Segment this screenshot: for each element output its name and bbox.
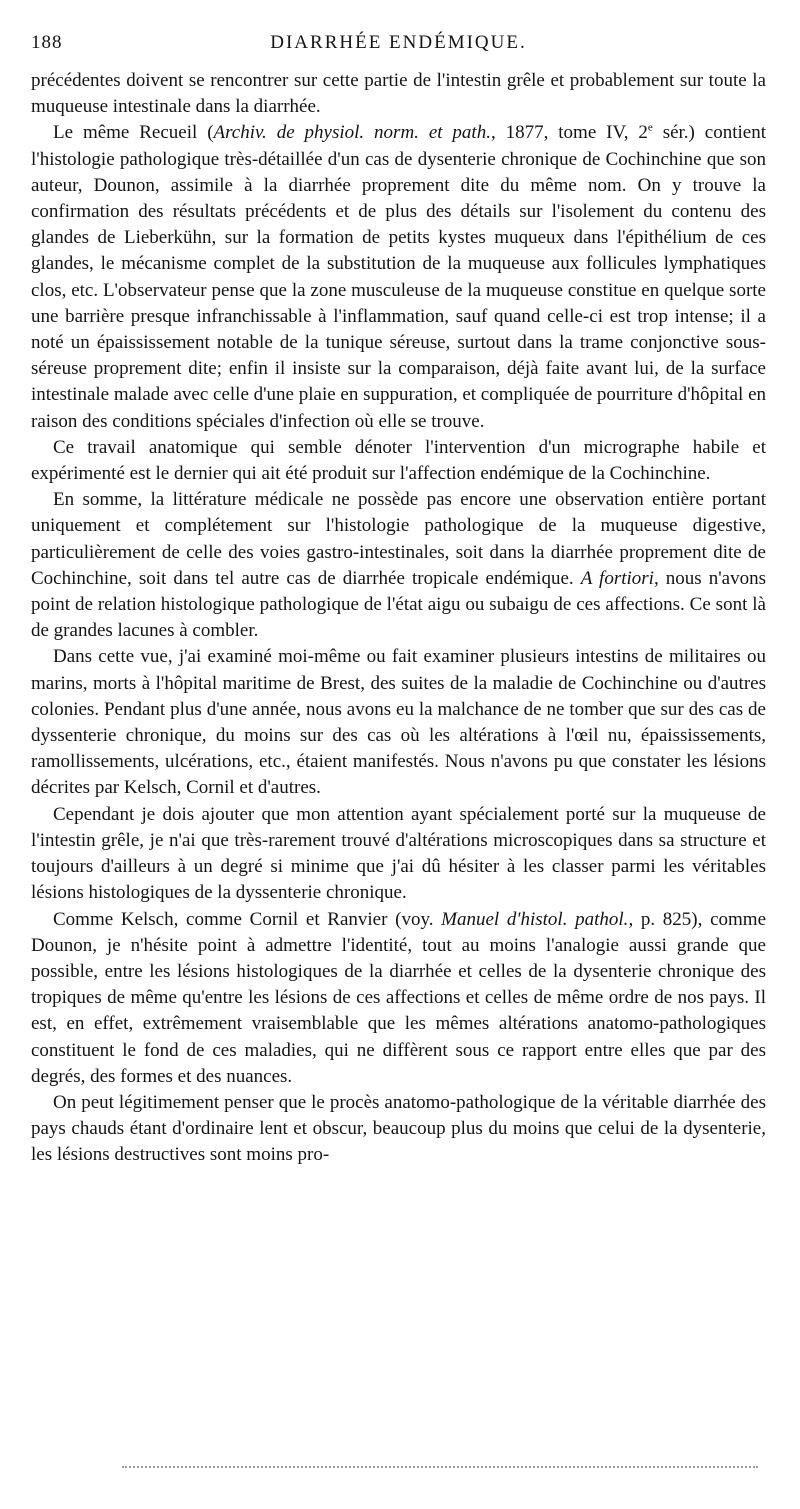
paragraph-recueil-rest: sér.) contient l'histologie pathologique très-détaillée d'un cas de dysenterie chronique de Cochinchine que son auteur, Dounon, assimile à la diarrhée proprement dite du même nom. On y trouve la confirmation des résultats précédents et de plus des détails sur l'isolement du contenu des glandes de Lieberkühn, sur la formation de petits kystes muqueux dans l'épithélium de ces glandes, le mécanisme complet de la substitution de la muqueuse aux follicules lymphatiques clos, etc. L'observateur pense que la zone musculeuse de la muqueuse constitue en quelque sorte une barrière presque infranchissable à l'inflammation, sauf quand celle-ci est trop intense; il a noté un épaississement notable de la tunique séreuse, surtout dans la trame conjonctive sous-séreuse proprement dite; enfin il insiste sur la comparaison, déjà faite avant lui, de la surface intestinale malade avec celle d'une plaie en suppuration, et compliquée de pourriture d'hôpital en raison des conditions spéciales d'infection où elle se trouve. xyxy=(31,122,766,432)
paragraph-recueil xyxy=(31,120,766,434)
paragraph-en-somme-rest: , nous n'avons point de relation histologique pathologique de l'état aigu ou subaigu de ces affections. Ce sont là de grandes lacunes à combler. xyxy=(31,567,766,642)
manual-citation: Manuel d'histol. pathol. xyxy=(441,908,629,930)
book-page xyxy=(31,28,766,1169)
paragraph-en-somme-lead: En somme, la littérature médicale ne possède pas encore une observation entière portant uniquement et complétement sur l'histologie pathologique de la muqueuse digestive, particulièrement de celle des voies gastro-intestinales, soit dans la diarrhée proprement dite de Cochinchine, soit dans tel autre cas de diarrhée tropicale endémique. xyxy=(31,489,766,589)
paragraph-continuation: précédentes doivent se rencontrer sur cette partie de l'intestin grêle et probablement sur toute la muqueuse intestinale dans la diarrhée. xyxy=(31,70,766,118)
a-fortiori: A fortiori xyxy=(580,567,654,589)
body-text xyxy=(31,68,766,1169)
running-head xyxy=(31,28,766,62)
paragraph-en-somme xyxy=(31,487,766,644)
citation-year-volume: , 1877, tome IV, 2 xyxy=(490,122,648,144)
running-title: DIARRHÉE ENDÉMIQUE. xyxy=(270,32,527,53)
paragraph-recueil-lead: Le même Recueil ( xyxy=(53,122,214,144)
paragraph-comme-kelsch xyxy=(31,907,766,1090)
paragraph-on-peut: On peut légitimement penser que le procès anatomo-pathologique de la véritable diarrhée des pays chauds étant d'ordinaire lent et obscur, beaucoup plus du moins que celui de la dysenterie, les lésions destructives sont moins pro- xyxy=(31,1091,766,1166)
paragraph-comme-kelsch-lead: Comme Kelsch, comme Cornil et Ranvier (voy. xyxy=(53,908,442,930)
paragraph-cependant: Cependant je dois ajouter que mon attention ayant spécialement porté sur la muqueuse de l'intestin grêle, je n'ai que très-rarement trouvé d'altérations microscopiques dans sa structure et toujours d'ailleurs à un degré si minime que j'ai dû hésiter à les classer parmi les véritables lésions histologiques de la dyssenterie chronique. xyxy=(31,803,766,904)
footer-rule xyxy=(122,1466,758,1468)
series-superscript: e xyxy=(647,122,653,135)
paragraph-dans-cette-vue: Dans cette vue, j'ai examiné moi-même ou fait examiner plusieurs intestins de militaires ou marins, morts à l'hôpital maritime de Brest, des suites de la maladie de Cochinchine ou d'autres colonies. Pendant plus d'une année, nous avons eu la malchance de ne tomber que sur des cas de dyssenterie chronique, du moins sur des cas où les altérations à l'œil nu, épaississements, ramollissements, ulcérations, etc., étaient manifestés. Nous n'avons pu que constater les lésions décrites par Kelsch, Cornil et d'autres. xyxy=(31,646,766,799)
paragraph-comme-kelsch-rest: , p. 825), comme Dounon, je n'hésite point à admettre l'identité, tout au moins l'analogie aussi grande que possible, entre les lésions histologiques de la diarrhée et celles de la dysenterie chronique des tropiques de même qu'entre les lésions de ces affections et celles de même ordre de nos pays. Il est, en effet, extrêmement vraisemblable que les mêmes altérations anatomo-pathologiques constituent le fond de ces maladies, qui ne diffèrent sous ce rapport entre elles que par des degrés, des formes et des nuances. xyxy=(31,908,766,1087)
journal-citation: Archiv. de physiol. norm. et path. xyxy=(213,122,491,144)
page-number: 188 xyxy=(31,32,63,53)
paragraph-travail: Ce travail anatomique qui semble dénoter l'intervention d'un micrographe habile et expérimenté est le dernier qui ait été produit sur l'affection endémique de la Cochinchine. xyxy=(31,436,766,485)
